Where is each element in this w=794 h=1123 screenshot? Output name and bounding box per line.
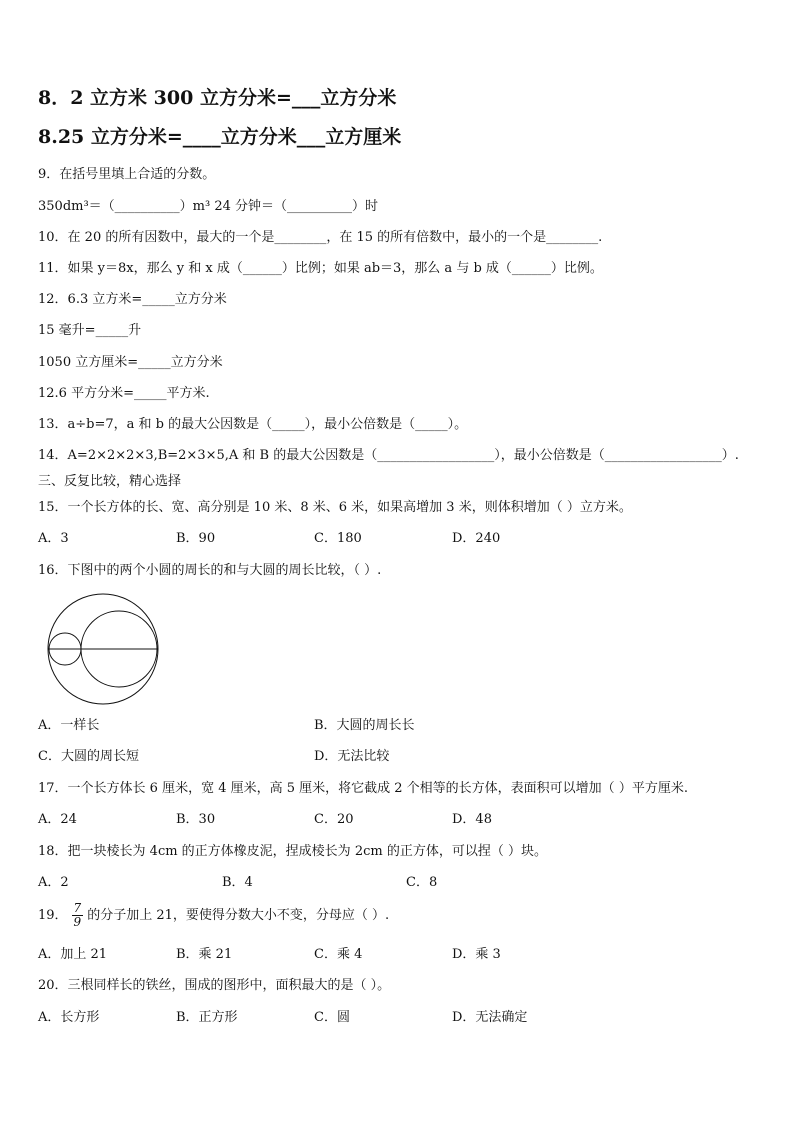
- fraction-7-9: [72, 902, 84, 929]
- q15-option-c[interactable]: C．180: [314, 531, 362, 546]
- q20-text: 20．三根同样长的铁丝，围成的图形中，面积最大的是（ ）。: [38, 978, 391, 993]
- q12-a: 12．6.3 立方米=_____立方分米: [38, 292, 227, 307]
- q20-option-b[interactable]: B．正方形: [176, 1010, 238, 1025]
- q18-option-b[interactable]: B．4: [222, 875, 253, 890]
- q8-line1: 8．2 立方米 300 立方分米=___立方分米: [38, 87, 397, 109]
- q19-prefix: 19．: [38, 908, 68, 923]
- q19-option-b[interactable]: B．乘 21: [176, 947, 233, 962]
- q18-text: 18．把一块棱长为 4cm 的正方体橡皮泥，捏成棱长为 2cm 的正方体，可以捏（ ）块。: [38, 844, 547, 859]
- q12-d: 12.6 平方分米=_____平方米.: [38, 386, 210, 401]
- q10-text: 10．在 20 的所有因数中，最大的一个是________，在 15 的所有倍数中，最小的一个是________.: [38, 230, 603, 245]
- fraction-denominator: 9: [73, 915, 82, 929]
- q18-option-c[interactable]: C．8: [406, 875, 438, 890]
- q17-option-a[interactable]: A．24: [38, 812, 77, 827]
- q16-text: 16．下图中的两个小圆的周长的和与大圆的周长比较，（ ）.: [38, 563, 382, 578]
- q19-option-c[interactable]: C．乘 4: [314, 947, 363, 962]
- fraction-numerator: 7: [73, 901, 82, 915]
- q16-option-a[interactable]: A．一样长: [38, 718, 100, 733]
- q15-option-a[interactable]: A．3: [38, 531, 69, 546]
- circles-figure: [44, 591, 169, 706]
- section-heading: 三、反复比较，精心选择: [38, 474, 182, 489]
- q15-text: 15．一个长方体的长、宽、高分别是 10 米、8 米、6 米，如果高增加 3 米，则体积增加（ ）立方米。: [38, 500, 632, 515]
- q19-option-a[interactable]: A．加上 21: [38, 947, 108, 962]
- q9-sub: 350dm³＝（__________）m³ 24 分钟＝（__________）时: [38, 199, 379, 214]
- q12-c: 1050 立方厘米=_____立方分米: [38, 355, 223, 370]
- q16-option-b[interactable]: B．大圆的周长长: [314, 718, 415, 733]
- q20-option-a[interactable]: A．长方形: [38, 1010, 100, 1025]
- q20-option-d[interactable]: D．无法确定: [452, 1010, 528, 1025]
- q18-option-a[interactable]: A．2: [38, 875, 69, 890]
- q9-text: 9．在括号里填上合适的分数。: [38, 167, 216, 182]
- q8-line2: 8.25 立方分米=____立方分米___立方厘米: [38, 126, 402, 148]
- q14-text: 14．A=2×2×2×3,B=2×3×5,A 和 B 的最大公因数是（__________________），最小公倍数是（__________________）.: [38, 448, 739, 463]
- q19-option-d[interactable]: D．乘 3: [452, 947, 501, 962]
- q17-option-c[interactable]: C．20: [314, 812, 354, 827]
- q13-text: 13．a÷b=7，a 和 b 的最大公因数是（_____），最小公倍数是（_____）。: [38, 417, 468, 432]
- q15-option-b[interactable]: B．90: [176, 531, 216, 546]
- q16-option-c[interactable]: C．大圆的周长短: [38, 749, 139, 764]
- q19-suffix: 的分子加上 21，要使得分数大小不变，分母应（ ）.: [87, 908, 390, 923]
- q12-b: 15 毫升=_____升: [38, 323, 142, 338]
- q15-option-d[interactable]: D．240: [452, 531, 501, 546]
- q19-text: [38, 901, 389, 931]
- q17-text: 17．一个长方体长 6 厘米，宽 4 厘米，高 5 厘米，将它截成 2 个相等的长方体，表面积可以增加（ ）平方厘米.: [38, 781, 688, 796]
- q16-option-d[interactable]: D．无法比较: [314, 749, 390, 764]
- q20-option-c[interactable]: C．圆: [314, 1010, 350, 1025]
- q17-option-b[interactable]: B．30: [176, 812, 216, 827]
- q17-option-d[interactable]: D．48: [452, 812, 492, 827]
- q11-text: 11．如果 y＝8x，那么 y 和 x 成（______）比例；如果 ab＝3，那么 a 与 b 成（______）比例。: [38, 261, 603, 276]
